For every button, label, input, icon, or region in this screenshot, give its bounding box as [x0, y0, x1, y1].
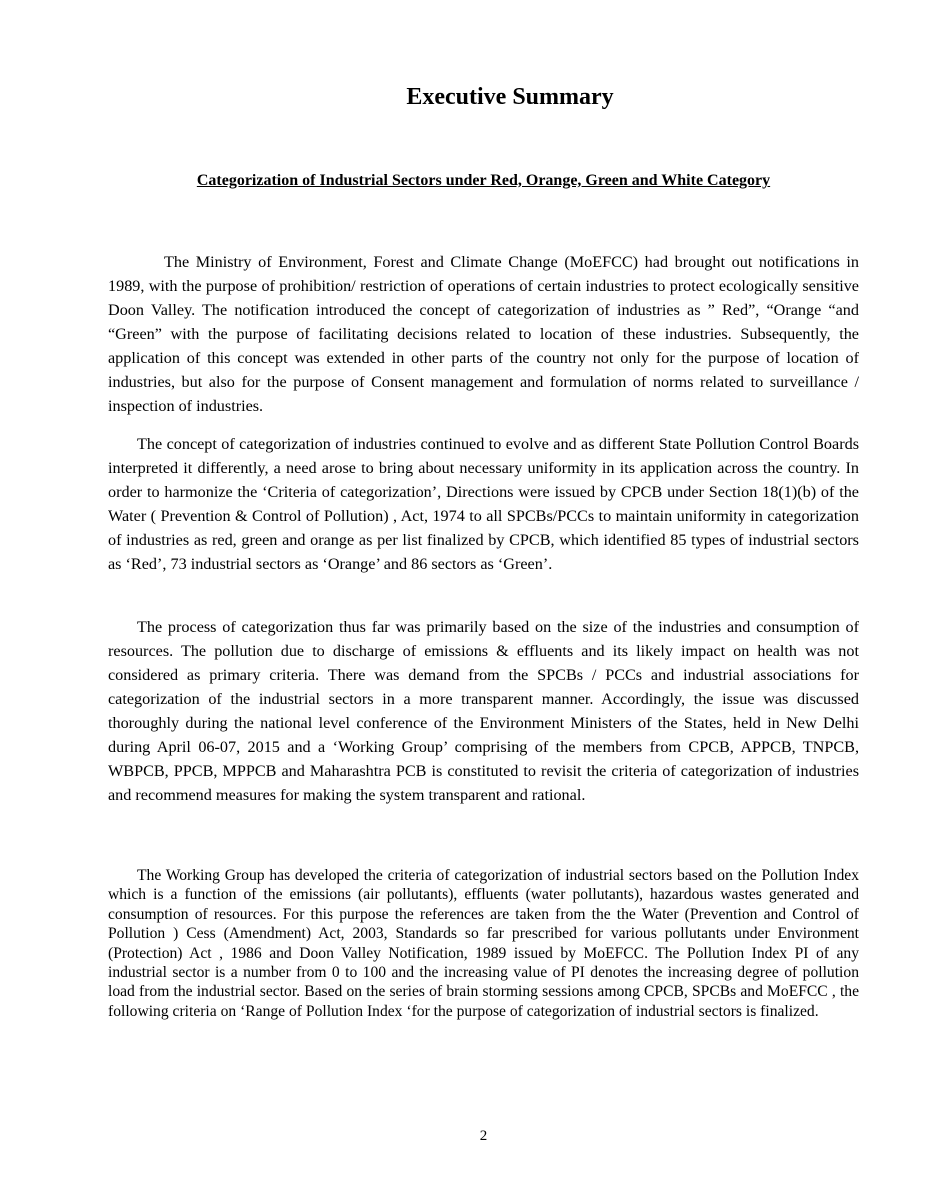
paragraph-categorization-concept: The concept of categorization of industries continued to evolve and as different State Pollution Control Boards interpreted it differently, a need arose to bring about necessary uniformity in its application across the country. In order to harmonize the ‘Criteria of categorization’, Directions were issued by CPCB under Section 18(1)(b) of the Water ( Prevention & Control of Pollution) , Act, 1974 to all SPCBs/PCCs to maintain uniformity in categorization of industries as red, green and orange as per list finalized by CPCB, which identified 85 types of industrial sectors as ‘Red’, 73 industrial sectors as ‘Orange’ and 86 sectors as ‘Green’.: [108, 435, 859, 573]
paragraph-working-group: The Working Group has developed the criteria of categorization of industrial sectors based on the Pollution Index which is a function of the emissions (air pollutants), effluents (water pollutants), hazardous wastes generated and consumption of resources. For this purpose the references are taken from the the Water (Prevention and Control of Pollution ) Cess (Amendment) Act, 2003, Standards so far prescribed for various pollutants under Environment (Protection) Act , 1986 and Doon Valley Notification, 1989 issued by MoEFCC. The Pollution Index PI of any industrial sector is a number from 0 to 100 and the increasing value of PI denotes the increasing degree of pollution load from the industrial sector. Based on the series of brain storming sessions among CPCB, SPCBs and MoEFCC , the following criteria on ‘Range of Pollution Index ‘for the purpose of categorization of industrial sectors is finalized.: [108, 867, 859, 1020]
section-heading: Categorization of Industrial Sectors under Red, Orange, Green and White Category: [196, 172, 771, 189]
page-number: 2: [479, 1128, 488, 1144]
page-title: Executive Summary: [406, 84, 614, 110]
paragraph-moefcc-notifications: The Ministry of Environment, Forest and Climate Change (MoEFCC) had brought out notifications in 1989, with the purpose of prohibition/ restriction of operations of certain industries to protect ecologically sensitive Doon Valley. The notification introduced the concept of categorization of industries as ” Red”, “Orange “and “Green” with the purpose of facilitating decisions related to location of these industries. Subsequently, the application of this concept was extended in other parts of the country not only for the purpose of location of industries, but also for the purpose of Consent management and formulation of norms related to surveillance / inspection of industries.: [108, 253, 859, 415]
paragraph-categorization-process: The process of categorization thus far was primarily based on the size of the industries and consumption of resources. The pollution due to discharge of emissions & effluents and its likely impact on health was not considered as primary criteria. There was demand from the SPCBs / PCCs and industrial associations for categorization of the industrial sectors in a more transparent manner. Accordingly, the issue was discussed thoroughly during the national level conference of the Environment Ministers of the States, held in New Delhi during April 06-07, 2015 and a ‘Working Group’ comprising of the members from CPCB, APPCB, TNPCB, WBPCB, PPCB, MPPCB and Maharashtra PCB is constituted to revisit the criteria of categorization of industries and recommend measures for making the system transparent and rational.: [108, 618, 859, 804]
